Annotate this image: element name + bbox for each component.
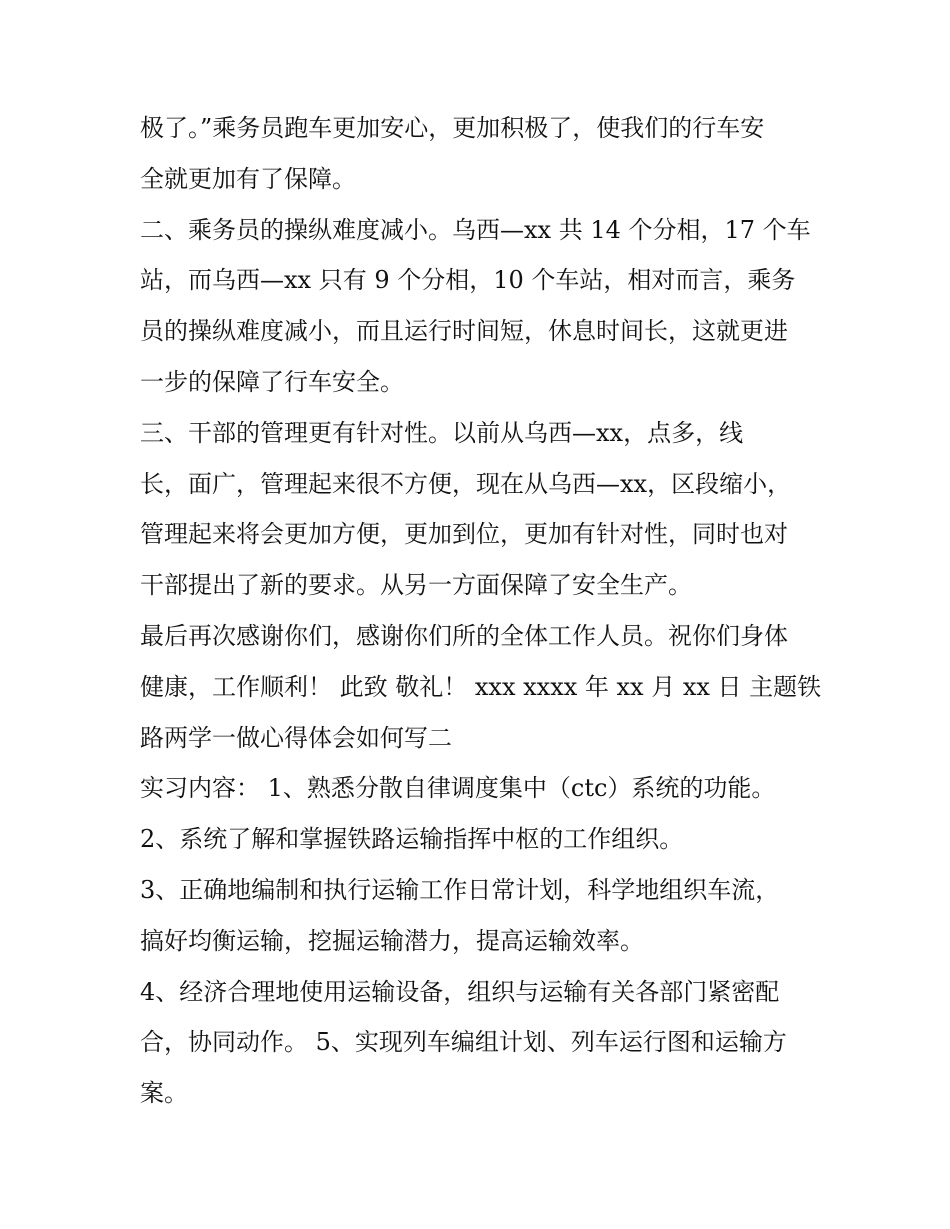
text-line: 二、乘务员的操纵难度减小。乌西—xx 共 14 个分相，17 个车 bbox=[140, 215, 811, 244]
text-line: 干部提出了新的要求。从另一方面保障了安全生产。 bbox=[140, 571, 692, 600]
text-line: 3、正确地编制和执行运输工作日常计划，科学地组织车流， bbox=[140, 875, 780, 904]
text-line: 最后再次感谢你们，感谢你们所的全体工作人员。祝你们身体 bbox=[140, 621, 788, 650]
text-line: 2、系统了解和掌握铁路运输指挥中枢的工作组织。 bbox=[140, 825, 684, 854]
text-line: 4、经济合理地使用运输设备，组织与运输有关各部门紧密配 bbox=[140, 977, 780, 1006]
text-line: 管理起来将会更加方便，更加到位，更加有针对性，同时也对 bbox=[140, 520, 788, 549]
text-line: 全就更加有了保障。 bbox=[140, 164, 356, 193]
text-line: 长，面广，管理起来很不方便，现在从乌西—xx，区段缩小， bbox=[140, 469, 792, 498]
text-line: 员的操纵难度减小，而且运行时间短，休息时间长，这就更进 bbox=[140, 317, 788, 346]
text-line: 三、干部的管理更有针对性。以前从乌西—xx，点多，线 bbox=[140, 418, 744, 447]
document-body bbox=[140, 103, 820, 1119]
text-line: 路两学一做心得体会如何写二 bbox=[140, 723, 452, 752]
text-line: 搞好均衡运输，挖掘运输潜力，提高运输效率。 bbox=[140, 926, 644, 955]
text-line: 极了。”乘务员跑车更加安心，更加积极了，使我们的行车安 bbox=[140, 114, 765, 142]
text-line: 实习内容： 1、熟悉分散自律调度集中（ctc）系统的功能。 bbox=[140, 774, 776, 803]
text-line: 案。 bbox=[140, 1079, 188, 1108]
text-line: 健康，工作顺利！ 此致 敬礼！ xxx xxxx 年 xx 月 xx 日 主题铁 bbox=[140, 672, 822, 701]
text-line: 站，而乌西—xx 只有 9 个分相，10 个车站，相对而言，乘务 bbox=[140, 266, 796, 295]
text-line: 一步的保障了行车安全。 bbox=[140, 367, 404, 396]
text-line: 合，协同动作。 5、实现列车编组计划、列车运行图和运输方 bbox=[140, 1028, 787, 1057]
